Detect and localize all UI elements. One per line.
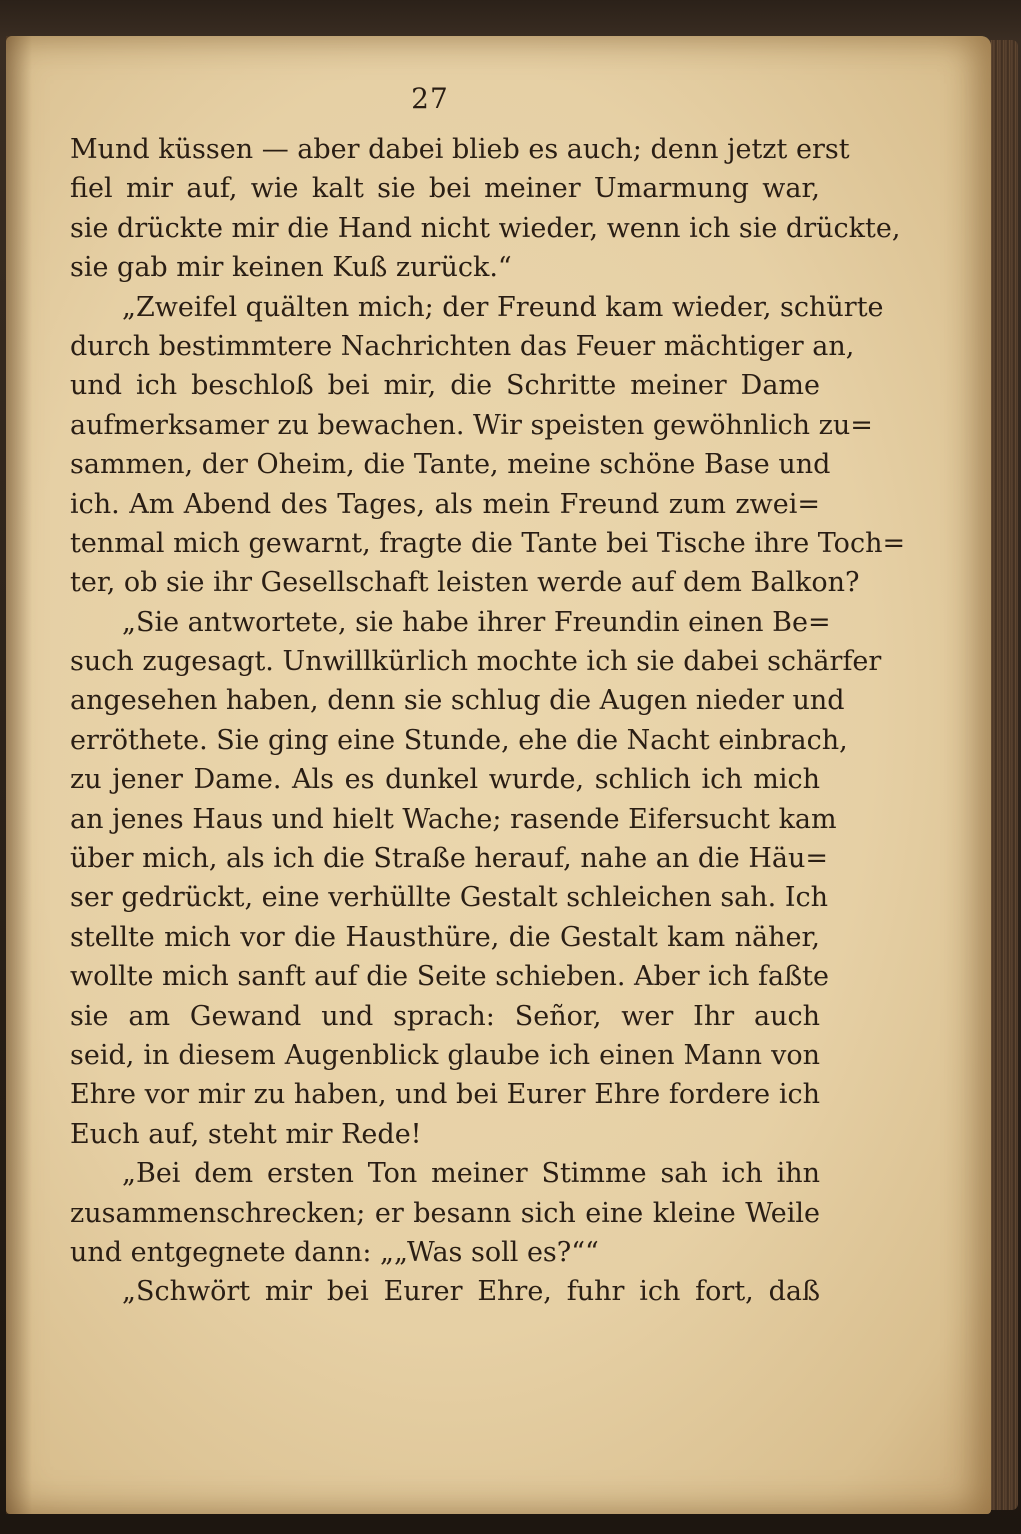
page-number: 27: [411, 82, 449, 115]
book-gutter-shadow: [6, 36, 32, 1514]
text-line: und entgegnete dann: „„Was soll es?““: [70, 1236, 599, 1268]
text-line: such zugesagt. Unwillkürlich mochte ich sie dabei schärfer: [70, 646, 882, 678]
text-line: „Schwört mir bei Eurer Ehre, fuhr ich fort, daß: [122, 1276, 820, 1308]
text-line: über mich, als ich die Straße herauf, nahe an die Häu=: [70, 843, 828, 875]
text-line: an jenes Haus und hielt Wache; rasende Eifersucht kam: [70, 803, 837, 835]
body-text: [70, 130, 906, 1312]
text-line: angesehen haben, denn sie schlug die Augen nieder und: [70, 685, 845, 717]
text-line: zusammenschrecken; er besann sich eine kleine Weile: [70, 1197, 820, 1229]
text-line: Euch auf, steht mir Rede!: [70, 1118, 422, 1150]
text-line: aufmerksamer zu bewachen. Wir speisten gewöhnlich zu=: [70, 409, 873, 441]
text-line: erröthete. Sie ging eine Stunde, ehe die Nacht einbrach,: [70, 724, 848, 756]
text-line: ich. Am Abend des Tages, als mein Freund zum zwei=: [70, 488, 820, 520]
text-line: ser gedrückt, eine verhüllte Gestalt schleichen sah. Ich: [70, 882, 829, 914]
text-line: zu jener Dame. Als es dunkel wurde, schlich ich mich: [70, 764, 820, 796]
text-line: Mund küssen — aber dabei blieb es auch; denn jetzt erst: [70, 134, 850, 165]
text-line: Ehre vor mir zu haben, und bei Eurer Ehre fordere ich: [70, 1079, 820, 1111]
text-line: ter, ob sie ihr Gesellschaft leisten werde auf dem Balkon?: [70, 567, 860, 599]
text-line: „Zweifel quälten mich; der Freund kam wieder, schürte: [122, 291, 884, 323]
text-line: sie gab mir keinen Kuß zurück.“: [70, 252, 512, 284]
text-line: fiel mir auf, wie kalt sie bei meiner Umarmung war,: [70, 173, 820, 205]
text-line: „Bei dem ersten Ton meiner Stimme sah ich ihn: [122, 1158, 820, 1190]
text-line: wollte mich sanft auf die Seite schieben. Aber ich faßte: [70, 961, 829, 993]
text-line: durch bestimmtere Nachrichten das Feuer mächtiger an,: [70, 330, 855, 362]
text-line: sie drückte mir die Hand nicht wieder, wenn ich sie drückte,: [70, 212, 901, 244]
text-line: seid, in diesem Augenblick glaube ich einen Mann von: [70, 1039, 820, 1071]
text-line: sie am Gewand und sprach: Señor, wer Ihr auch: [70, 1000, 820, 1032]
text-line: tenmal mich gewarnt, fragte die Tante bei Tische ihre Toch=: [70, 527, 906, 559]
text-line: „Sie antwortete, sie habe ihrer Freundin einen Be=: [122, 606, 831, 638]
text-line: und ich beschloß bei mir, die Schritte meiner Dame: [70, 370, 820, 402]
text-line: stellte mich vor die Hausthüre, die Gestalt kam näher,: [70, 921, 820, 953]
text-line: sammen, der Oheim, die Tante, meine schöne Base und: [70, 449, 831, 481]
